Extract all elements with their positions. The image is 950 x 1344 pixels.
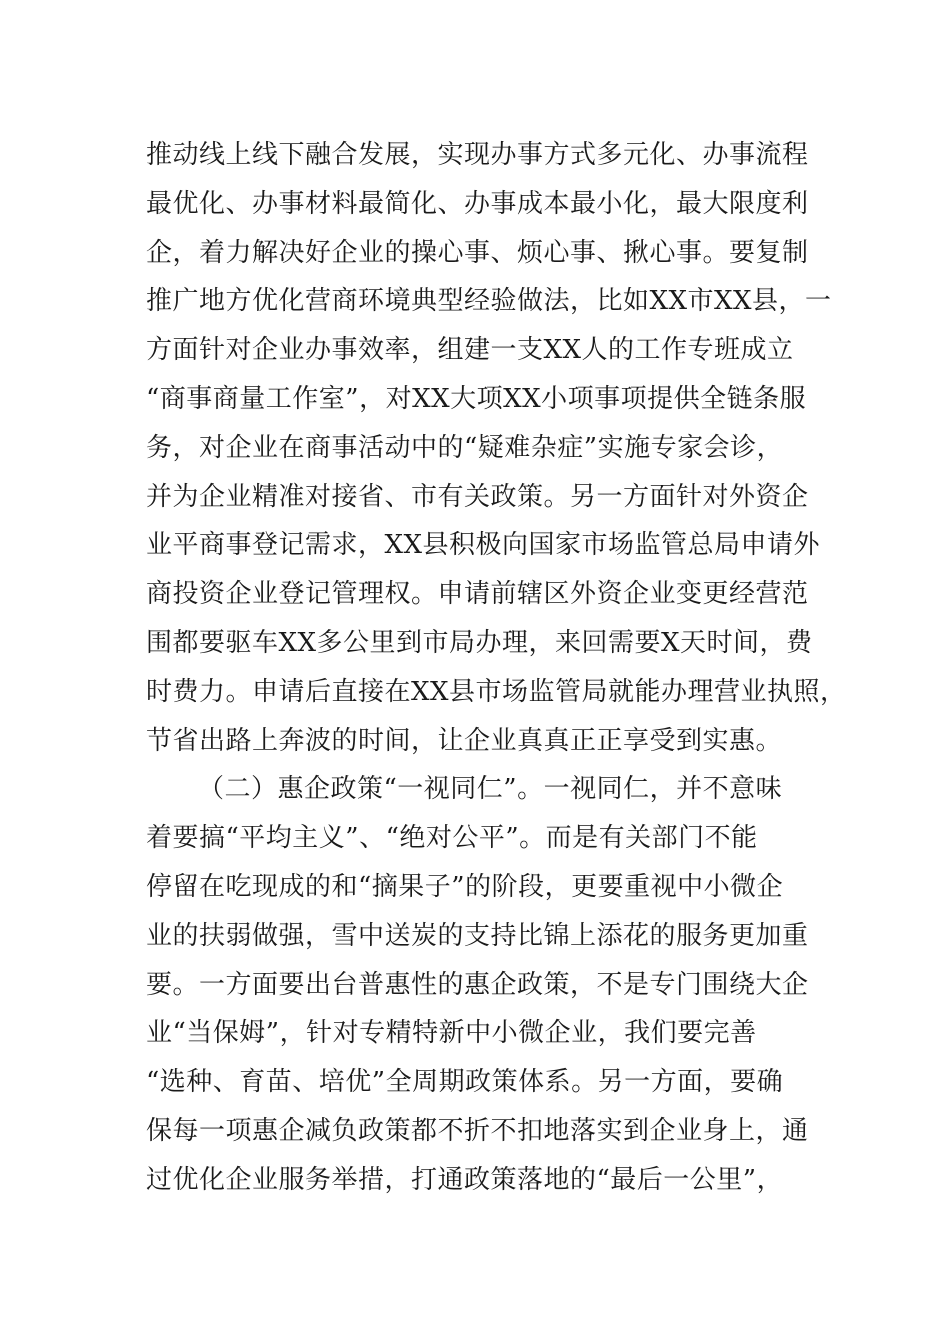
text-line: 围都要驱车XX多公里到市局办理，来回需要X天时间，费 [146,627,813,658]
text-line: 业平商事登记需求，XX县积极向国家市场监管总局申请外 [146,530,821,561]
text-line: 推动线上线下融合发展，实现办事方式多元化、办事流程 [146,140,809,170]
text-line: 并为企业精准对接省、市有关政策。另一方面针对外资企 [146,481,809,512]
text-line: 着要搞“平均主义”、“绝对公平”。而是有关部门不能 [146,823,758,854]
body-text [146,131,847,1205]
text-line: 过优化企业服务举措，打通政策落地的“最后一公里”， [146,1164,784,1195]
text-line: 节省出路上奔波的时间，让企业真真正正享受到实惠。 [146,725,783,756]
text-line: 业“当保姆”，针对专精特新中小微企业，我们要完善 [146,1018,757,1049]
text-line: 要。一方面要出台普惠性的惠企政策，不是专门围绕大企 [146,969,809,1000]
text-line: 时费力。申请后直接在XX县市场监管局就能办理营业执照， [146,676,847,707]
text-line: 业的扶弱做强，雪中送炭的支持比锦上添花的服务更加重 [146,920,809,951]
text-line: 最优化、办事材料最简化、办事成本最小化，最大限度利 [146,188,809,219]
text-line: 务，对企业在商事活动中的“疑难杂症”实施专家会诊， [146,432,784,463]
text-line: 停留在吃现成的和“摘果子”的阶段，更要重视中小微企 [146,871,784,902]
text-line: 商投资企业登记管理权。申请前辖区外资企业变更经营范 [146,579,809,610]
text-line: 推广地方优化营商环境典型经验做法，比如XX市XX县，一 [146,286,832,317]
text-line: 保每一项惠企减负政策都不折不扣地落实到企业身上，通 [146,1115,809,1146]
text-line: “选种、育苗、培优”全周期政策体系。另一方面，要确 [146,1067,784,1098]
text-line: 企，着力解决好企业的操心事、烦心事、揪心事。要复制 [146,237,809,268]
text-line: “商事商量工作室”，对XX大项XX小项事项提供全链条服 [146,383,807,414]
section-heading-line: （二）惠企政策“一视同仁”。一视同仁，并不意味 [198,774,783,805]
text-line: 方面针对企业办事效率，组建一支XX人的工作专班成立 [146,335,794,366]
